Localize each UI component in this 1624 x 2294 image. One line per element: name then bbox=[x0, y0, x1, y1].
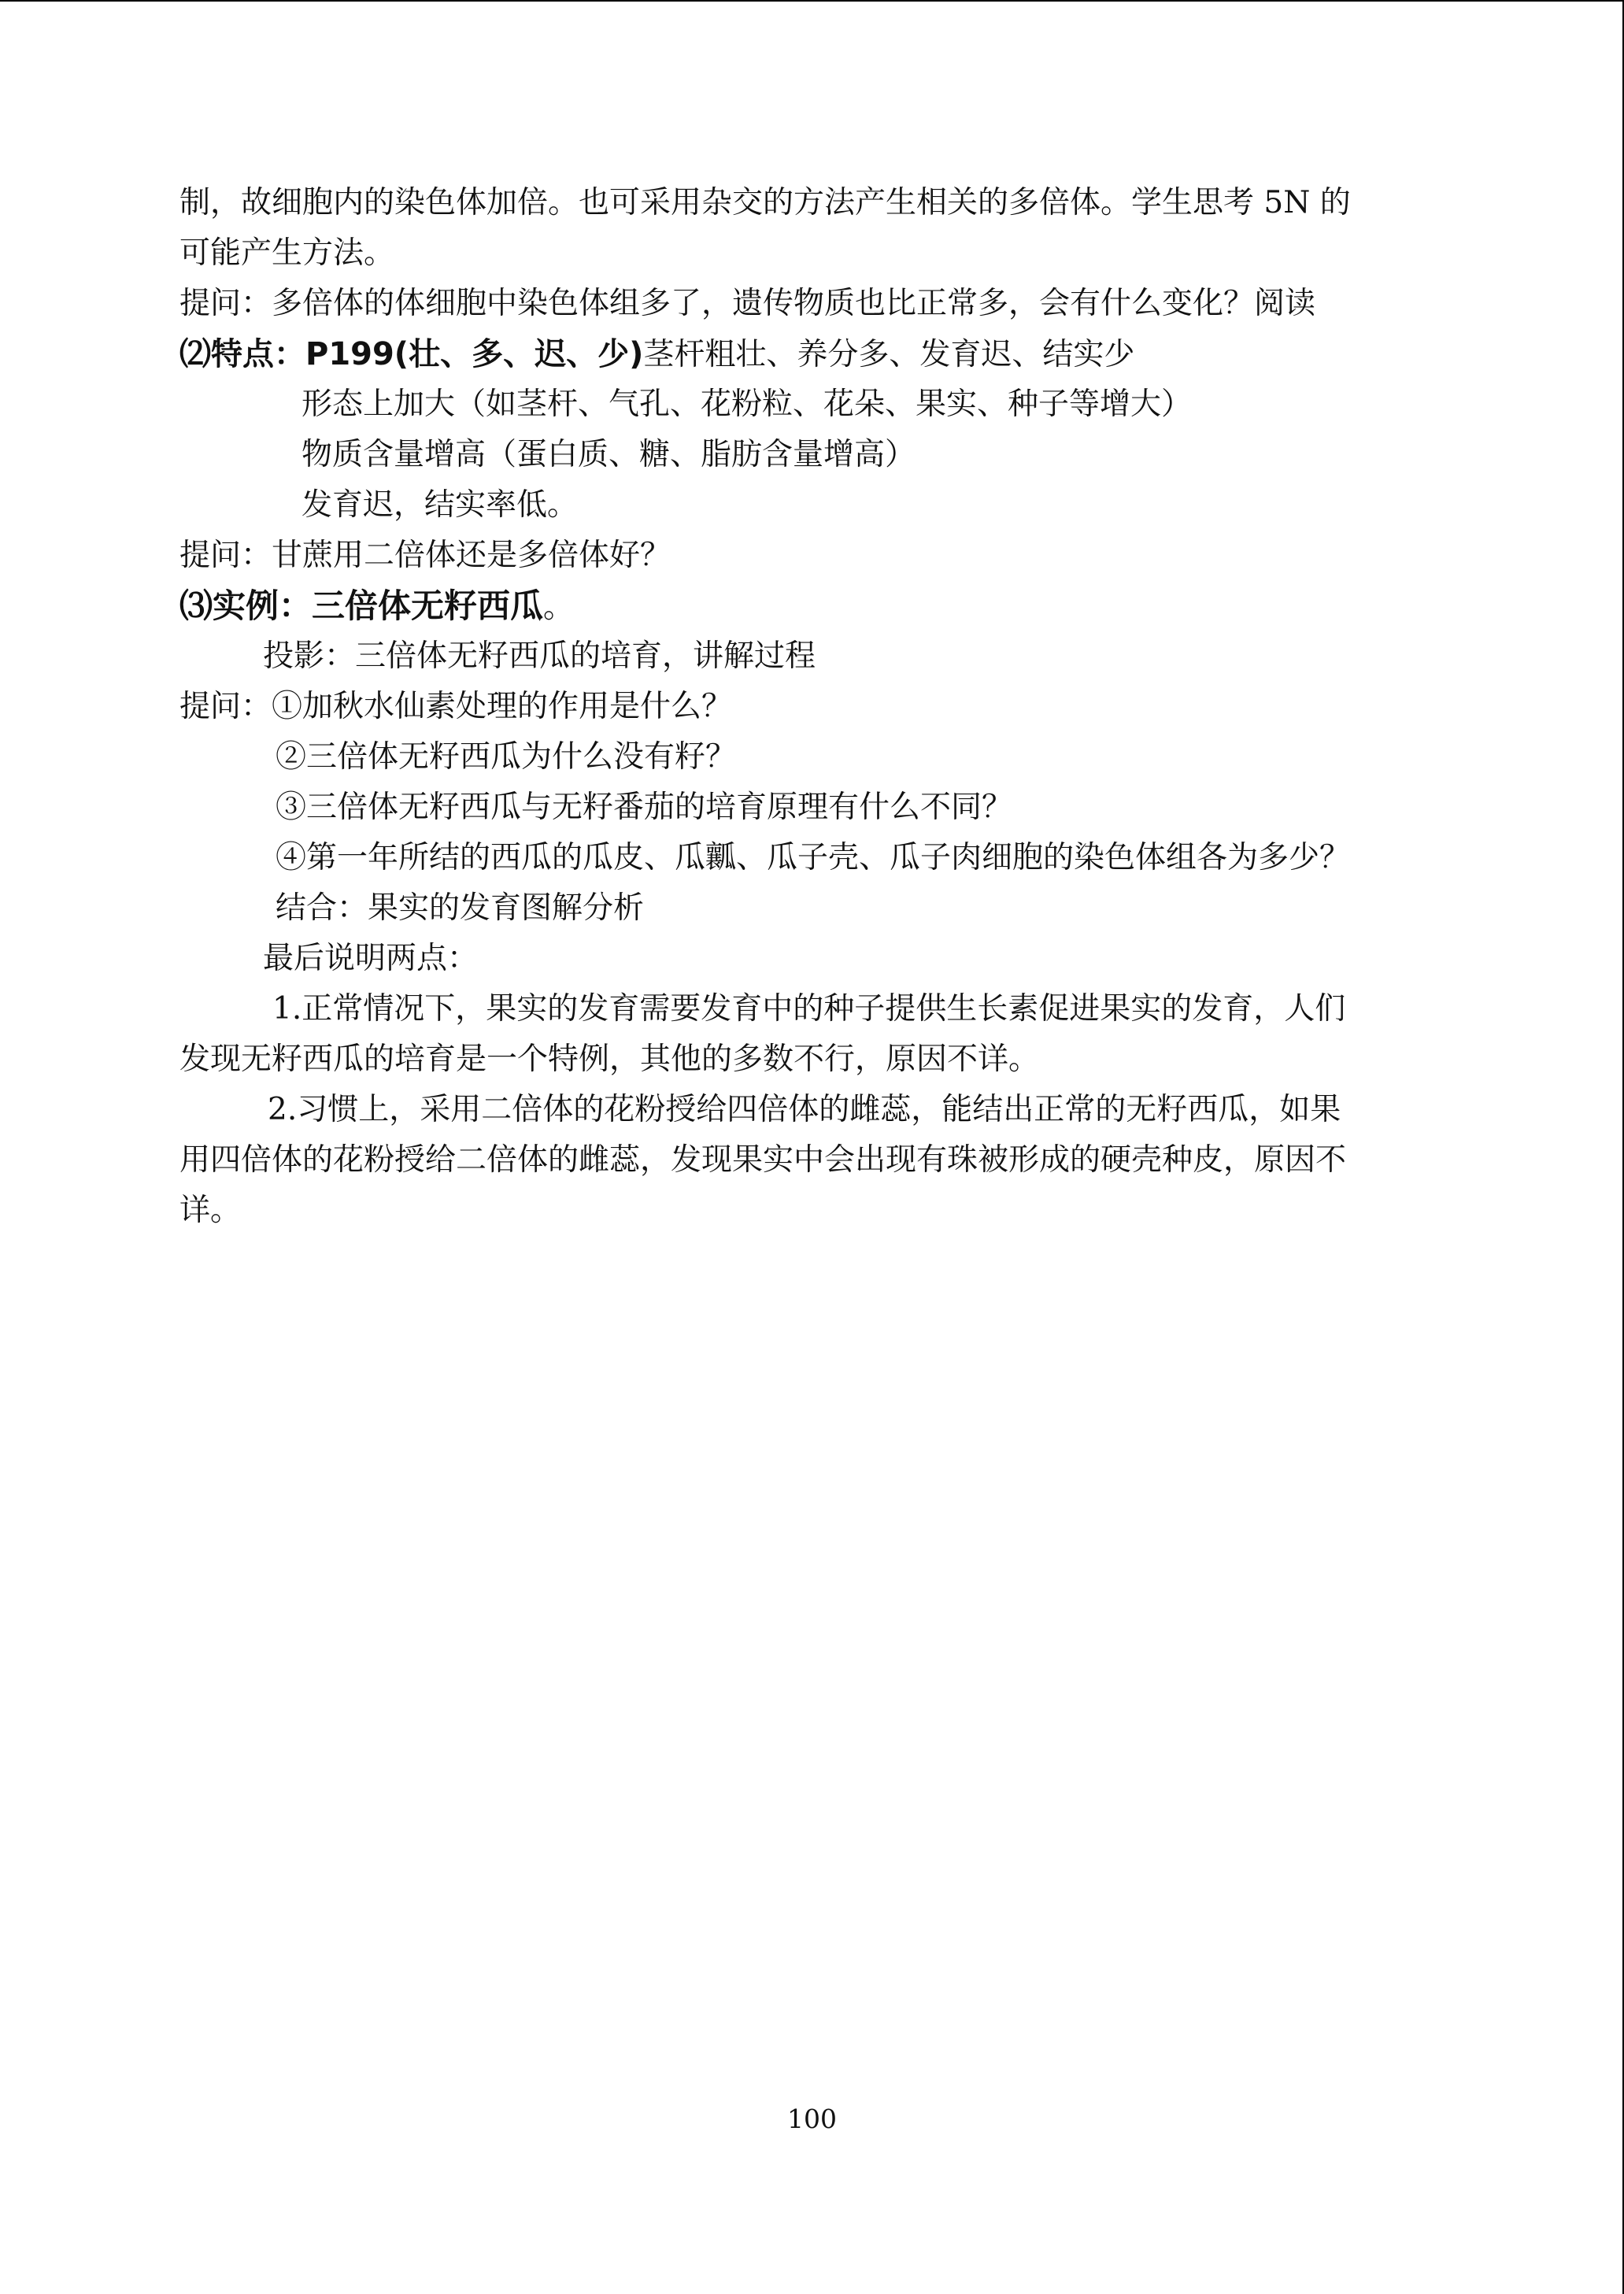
question-line: ④第一年所结的西瓜的瓜皮、瓜瓤、瓜子壳、瓜子肉细胞的染色体组各为多少？ bbox=[276, 840, 1351, 875]
trait-item: 发育迟，结实率低。 bbox=[301, 487, 579, 523]
trait-item: 形态上加大（如茎杆、气孔、花粉粒、花朵、果实、种子等增大） bbox=[301, 387, 1193, 422]
section-traits bbox=[179, 329, 1455, 379]
point-line: 详。 bbox=[179, 1193, 242, 1228]
section-summary: 茎杆粗壮、养分多、发育迟、结实少 bbox=[643, 337, 1135, 372]
document-body bbox=[179, 178, 1455, 1236]
projection-line: 投影：三倍体无籽西瓜的培育，讲解过程 bbox=[263, 638, 816, 674]
section-example bbox=[179, 581, 1455, 631]
question-line: ③三倍体无籽西瓜与无籽番茄的培育原理有什么不同？ bbox=[276, 790, 1013, 825]
paragraph-line: 制，故细胞内的染色体加倍。也可采用杂交的方法产生相关的多倍体。学生思考 5N 的 bbox=[179, 185, 1351, 220]
paragraph-line: 可能产生方法。 bbox=[179, 235, 395, 271]
question-line: 提问：甘蔗用二倍体还是多倍体好？ bbox=[179, 538, 671, 573]
section-heading: ⑶实例：三倍体无籽西瓜 bbox=[179, 586, 544, 625]
heading-punctuation: 。 bbox=[543, 590, 575, 625]
point-line: 发现无籽西瓜的培育是一个特例，其他的多数不行，原因不详。 bbox=[179, 1042, 1040, 1077]
combine-line: 结合：果实的发育图解分析 bbox=[276, 890, 645, 926]
final-intro: 最后说明两点： bbox=[263, 941, 479, 976]
point-line: 2.习惯上，采用二倍体的花粉授给四倍体的雌蕊，能结出正常的无籽西瓜，如果 bbox=[268, 1092, 1341, 1127]
paragraph-line: 提问：多倍体的体细胞中染色体组多了，遗传物质也比正常多，会有什么变化？阅读 bbox=[179, 286, 1316, 321]
question-line: ②三倍体无籽西瓜为什么没有籽？ bbox=[276, 739, 737, 775]
trait-item: 物质含量增高（蛋白质、糖、脂肪含量增高） bbox=[301, 437, 916, 472]
point-line: 用四倍体的花粉授给二倍体的雌蕊，发现果实中会出现有珠被形成的硬壳种皮，原因不 bbox=[179, 1142, 1347, 1178]
page-number: 100 bbox=[787, 2103, 837, 2134]
point-line: 1.正常情况下，果实的发育需要发育中的种子提供生长素促进果实的发育，人们 bbox=[272, 991, 1346, 1027]
question-line: 提问：①加秋水仙素处理的作用是什么？ bbox=[179, 689, 733, 724]
section-heading: ⑵特点：P199(壮、多、迟、少) bbox=[179, 336, 644, 372]
